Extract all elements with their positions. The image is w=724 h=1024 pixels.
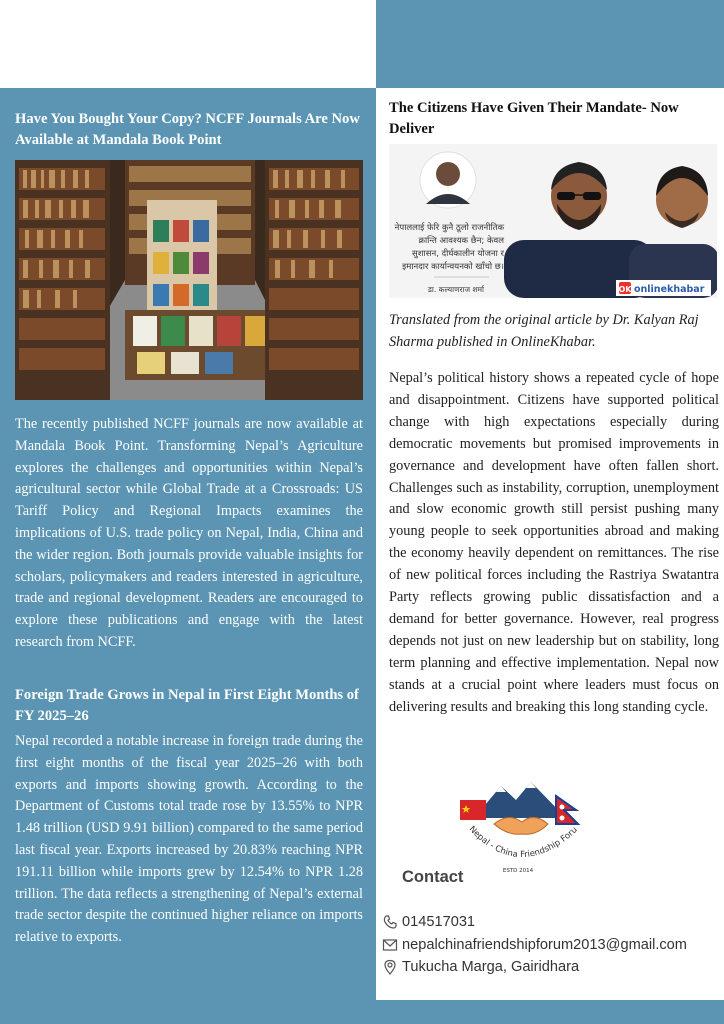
quote-line-2: क्रान्ति आवश्यक छैन; केवल (418, 236, 504, 246)
top-band (376, 0, 724, 88)
translation-note: Translated from the original article by Dr. Kalyan Raj Sharma published in OnlineKhabar. (389, 312, 699, 350)
contact-phone-row[interactable] (382, 914, 475, 930)
article-body: Nepal’s political history shows a repeated cycle of hope and disappointment. Citizens have supported political change with high expectations especially during democratic movements but promised improvements in governance and development have often fallen short. Challenges such as instability, corruption, unemployment and slow economic growth still persist pushing many young people to seek opportunities abroad and making the economy heavily dependent on remittances. The rise of new political forces including the Rastriya Swatantra Party reflects growing public dissatisfaction and a demand for better governance. However, real progress depends not just on new leadership but on stability, long term planning and effective implementation. Nepal now stands at a crucial point where leaders must focus on delivering results and breaking this long standing cycle. (389, 370, 719, 715)
right-column (376, 88, 724, 1000)
contact-address: Tukucha Marga, Gairidhara (402, 959, 580, 975)
contact-email[interactable]: nepalchinafriendshipforum2013@gmail.com (402, 937, 687, 953)
ncff-logo (456, 778, 586, 878)
article-image (389, 144, 717, 298)
article-title: The Citizens Have Given Their Mandate- Now Deliver (389, 100, 679, 137)
quote-line-4: इमानदार कार्यान्वयनको खाँचो छ। (402, 262, 504, 272)
quote-author: डा. कल्याणराज शर्मा (427, 285, 484, 294)
contact-email-row[interactable] (382, 937, 687, 953)
bookstore-photo (15, 160, 363, 400)
svg-text:OK: OK (618, 285, 632, 294)
quote-line-1: नेपाललाई फेरि कुनै ठूलो राजनीतिक (394, 223, 504, 233)
left-column (0, 88, 376, 1024)
foreign-trade-body: Nepal recorded a notable increase in foreign trade during the first eight months of the fiscal year 2025–26 with both exports and imports showing growth. According to the Department of Customs total trade rose by 13.55% to NPR 1.48 trillion (USD 9.91 billion) compared to the same period last fiscal year. Exports increased by 20.83% reaching NPR 191.11 billion while imports grew by 12.54% to NPR 1.28 trillion. The data reflects a strengthening of Nepal’s external trade sector despite the continued higher reliance on imports relative to exports. (15, 733, 363, 946)
phone-icon (382, 914, 398, 930)
quote-line-3: सुशासन, दीर्घकालीन योजना र (412, 249, 504, 259)
logo-established: ESTD 2014 (502, 868, 534, 874)
image-brand-label: onlinekhabar (634, 284, 705, 295)
contact-address-row (382, 959, 579, 975)
contact-heading: Contact (402, 868, 464, 886)
article-image-graphic (389, 144, 717, 298)
location-pin-icon (382, 959, 398, 975)
logo-org-name: Nepal - China Friendship Foru (466, 824, 580, 861)
foreign-trade-heading: Foreign Trade Grows in Nepal in First Eight Months of FY 2025–26 (15, 687, 359, 724)
ncff-journals-heading: Have You Bought Your Copy? NCFF Journals Are Now Available at Mandala Book Point (15, 111, 360, 148)
contact-phone[interactable]: 014517031 (402, 914, 476, 930)
ncff-journals-body: The recently published NCFF journals are now available at Mandala Book Point. Transforming Nepal’s Agriculture explores the challenges and opportunities within Nepal’s agricultural sector while Global Trade at a Crossroads: US Tariff Policy and Regional Impacts examines the implications of U.S. trade policy on Nepal, India, China and the wider region. Both journals provide valuable insights for scholars, policymakers and readers interested in agriculture, trade and regional development. Readers are encouraged to explore these publications and engage with the latest research from NCFF. (15, 416, 363, 650)
bottom-band (376, 1000, 724, 1024)
mail-icon (382, 938, 398, 952)
